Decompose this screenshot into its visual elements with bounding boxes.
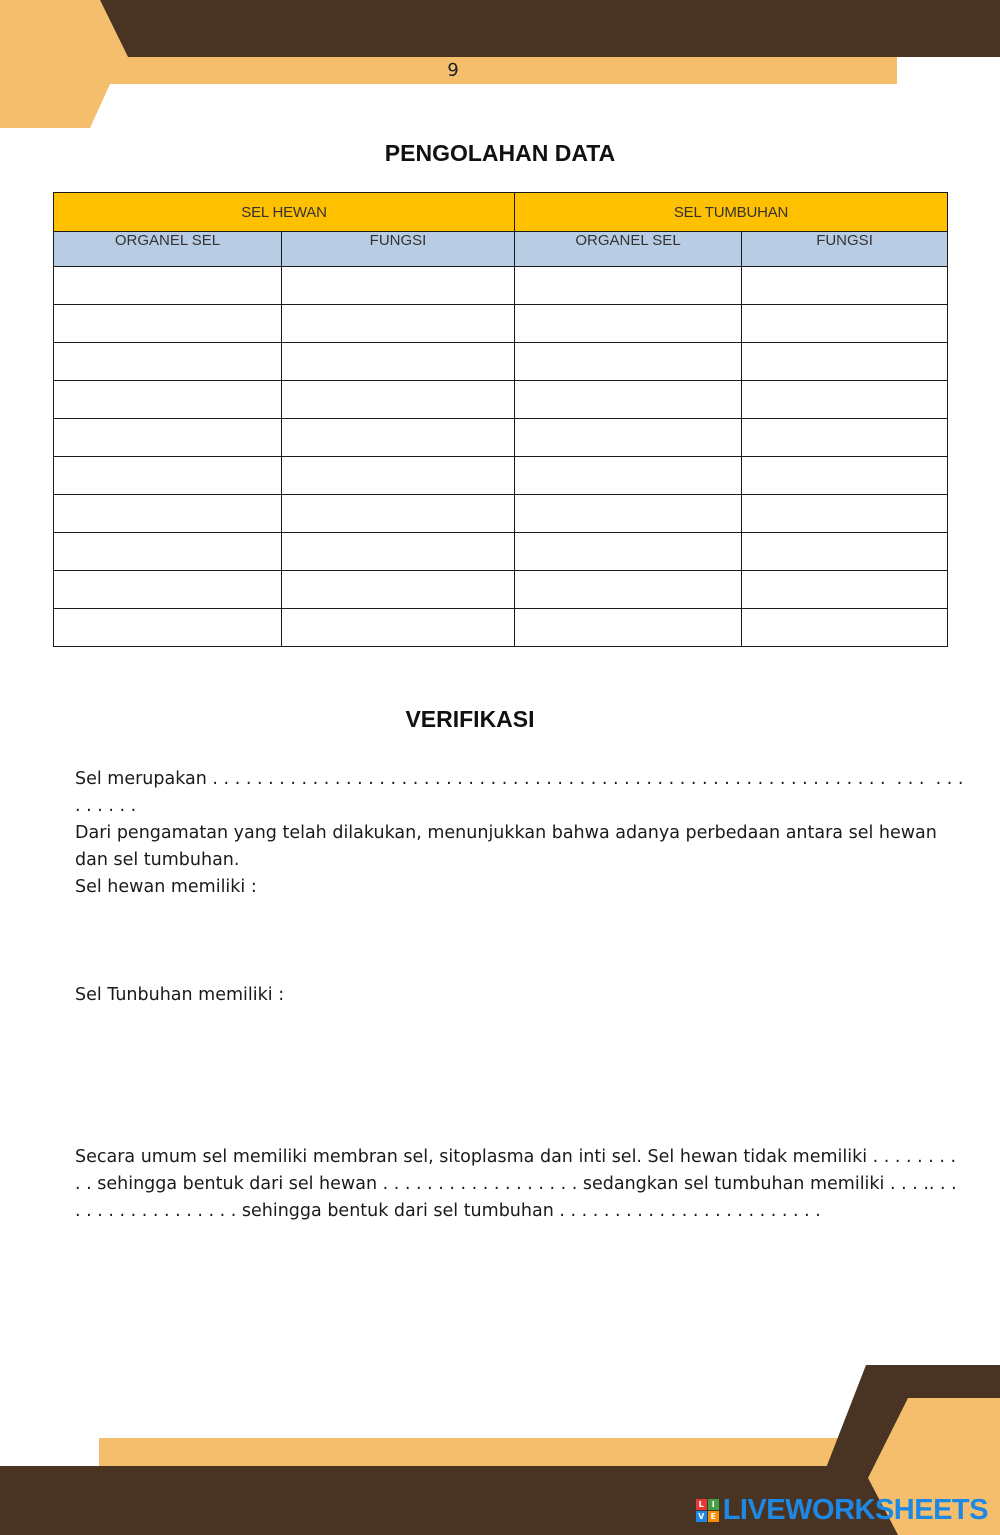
- column-header-organel-sel-hewan: ORGANEL SEL: [54, 232, 282, 267]
- sel-tumbuhan-label: Sel Tunbuhan memiliki :: [75, 985, 285, 1005]
- page-number: 6: [447, 58, 459, 79]
- table-cell[interactable]: [282, 533, 515, 571]
- section-title-verifikasi: VERIFIKASI: [405, 706, 535, 732]
- table-column-header-row: [54, 232, 948, 267]
- table-cell[interactable]: [54, 343, 282, 381]
- section-title-pengolahan-data: PENGOLAHAN DATA: [384, 140, 616, 166]
- liveworksheets-watermark: [696, 1492, 988, 1528]
- logo-letter-l: L: [696, 1499, 707, 1510]
- column-header-fungsi-tumbuhan: FUNGSI: [742, 232, 948, 267]
- table-cell[interactable]: [742, 343, 948, 381]
- table-row: [54, 495, 948, 533]
- table-cell[interactable]: [742, 457, 948, 495]
- table-cell[interactable]: [54, 267, 282, 305]
- group-header-sel-hewan: SEL HEWAN: [54, 193, 515, 232]
- table-cell[interactable]: [742, 267, 948, 305]
- table-cell[interactable]: [54, 419, 282, 457]
- table-cell[interactable]: [54, 381, 282, 419]
- table-group-header-row: [54, 193, 948, 232]
- table-cell[interactable]: [742, 381, 948, 419]
- table-cell[interactable]: [282, 267, 515, 305]
- table-cell[interactable]: [515, 533, 742, 571]
- table-row: [54, 305, 948, 343]
- table-cell[interactable]: [515, 305, 742, 343]
- verif-line-sel-merupakan: Sel merupakan . . . . . . . . . . . . . . . . . . . . . . . . . . . . . . . . . . . . . . . . . . . . . . . . . . . . . . . . . . . . . . . . . . . . . . . . .: [75, 769, 969, 816]
- table-cell[interactable]: [282, 381, 515, 419]
- table-row: [54, 533, 948, 571]
- table-cell[interactable]: [54, 571, 282, 609]
- table-cell[interactable]: [282, 457, 515, 495]
- bottom-orange-band: [99, 1438, 900, 1466]
- table-cell[interactable]: [742, 609, 948, 647]
- table-cell[interactable]: [515, 267, 742, 305]
- table-cell[interactable]: [515, 571, 742, 609]
- group-header-sel-tumbuhan: SEL TUMBUHAN: [515, 193, 948, 232]
- verif-line-observation: Dari pengamatan yang telah dilakukan, menunjukkan bahwa adanya perbedaan antara sel hewan dan sel tumbuhan.: [75, 823, 943, 870]
- table-row: [54, 609, 948, 647]
- table-cell[interactable]: [515, 381, 742, 419]
- sel-hewan-label: Sel hewan memiliki :: [75, 877, 257, 897]
- data-processing-table: [53, 192, 948, 647]
- table-cell[interactable]: [54, 305, 282, 343]
- verif-summary-paragraph: Secara umum sel memiliki membran sel, sitoplasma dan inti sel. Sel hewan tidak memiliki . . . . . . . . . . sehingga bentuk dari sel hewan . . . . . . . . . . . . . . . . . . sedangkan sel tumbuhan memiliki . . . .. . . . . . . . . . . . . . . . . . sehingga bentuk dari sel tumbuhan . . . . . . . . . . . . . . . . . . . . . . . .: [75, 1147, 963, 1221]
- table-cell[interactable]: [54, 495, 282, 533]
- table-row: [54, 267, 948, 305]
- logo-letter-v: V: [696, 1511, 707, 1522]
- table-cell[interactable]: [515, 457, 742, 495]
- sel-tumbuhan-answer-area[interactable]: [75, 1009, 965, 1144]
- table-cell[interactable]: [515, 419, 742, 457]
- verification-section: [75, 766, 969, 1225]
- table-row: [54, 457, 948, 495]
- sel-hewan-answer-area[interactable]: [75, 901, 965, 982]
- logo-letter-e: E: [708, 1511, 719, 1522]
- table-cell[interactable]: [515, 495, 742, 533]
- column-header-organel-sel-tumbuhan: ORGANEL SEL: [515, 232, 742, 267]
- table-row: [54, 419, 948, 457]
- table-cell[interactable]: [282, 419, 515, 457]
- table-cell[interactable]: [742, 495, 948, 533]
- table-cell[interactable]: [742, 571, 948, 609]
- logo-letter-i: I: [708, 1499, 719, 1510]
- table-cell[interactable]: [515, 343, 742, 381]
- table-cell[interactable]: [282, 305, 515, 343]
- table-row: [54, 571, 948, 609]
- table-cell[interactable]: [282, 495, 515, 533]
- table-cell[interactable]: [54, 609, 282, 647]
- top-brown-band: [100, 0, 1000, 57]
- liveworksheets-text: LIVEWORKSHEETS: [722, 1493, 988, 1526]
- table-cell[interactable]: [54, 457, 282, 495]
- top-orange-band: [95, 57, 897, 84]
- table-row: [54, 381, 948, 419]
- table-cell[interactable]: [742, 419, 948, 457]
- table-cell[interactable]: [54, 533, 282, 571]
- table-cell[interactable]: [282, 571, 515, 609]
- table-cell[interactable]: [282, 609, 515, 647]
- table-cell[interactable]: [515, 609, 742, 647]
- table-cell[interactable]: [742, 305, 948, 343]
- liveworksheets-logo-icon: [696, 1499, 719, 1522]
- column-header-fungsi-hewan: FUNGSI: [282, 232, 515, 267]
- table-cell[interactable]: [742, 533, 948, 571]
- table-row: [54, 343, 948, 381]
- table-cell[interactable]: [282, 343, 515, 381]
